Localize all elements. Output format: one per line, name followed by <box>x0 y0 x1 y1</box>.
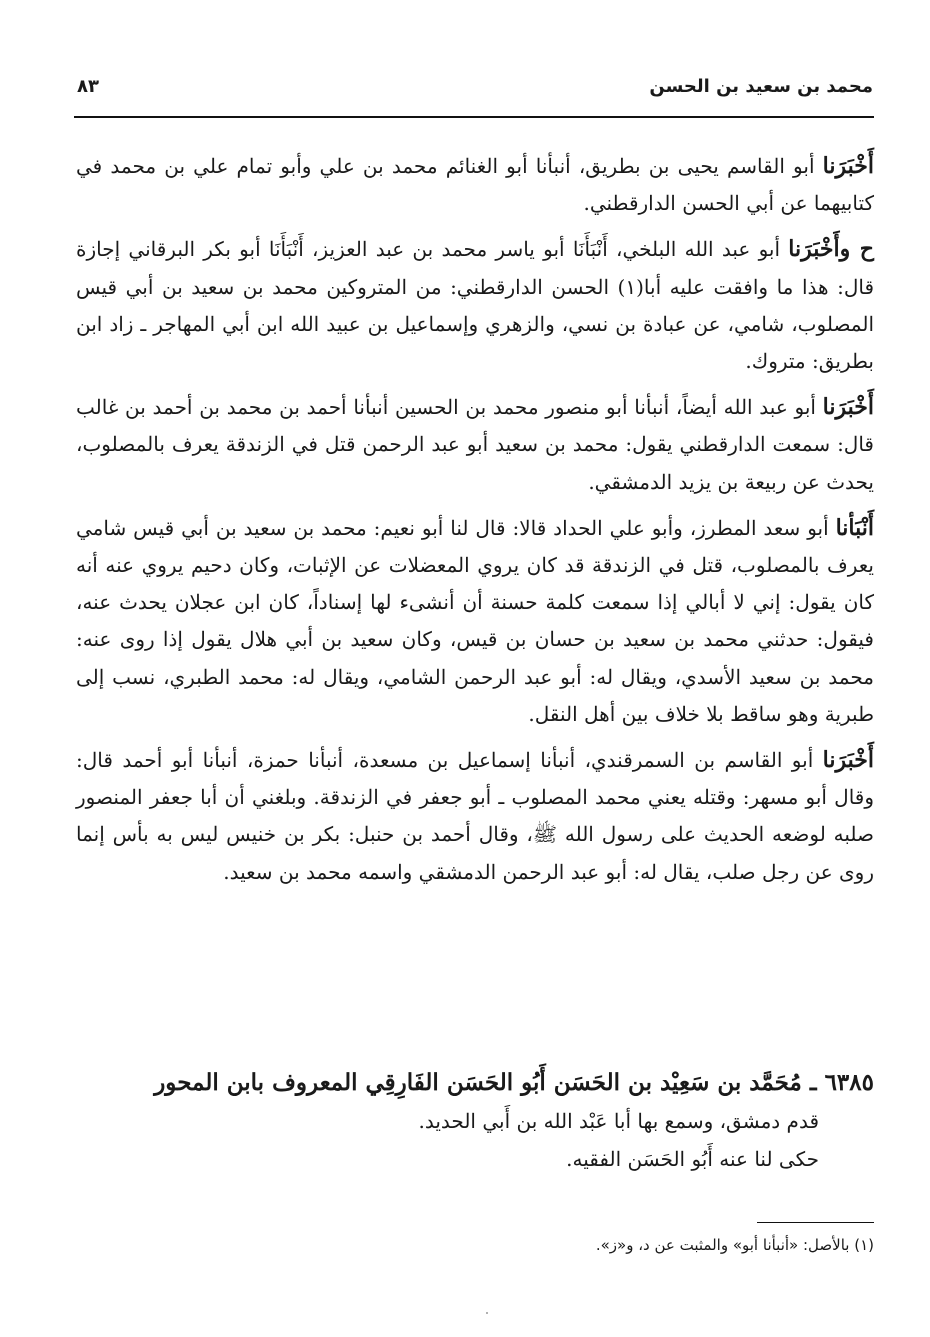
paragraph-text: أبو سعد المطرز، وأبو علي الحداد قالا: قال لنا أبو نعيم: محمد بن سعيد بن أبي قيس شامي يعرف بالمصلوب، قتل في الزندقة قد كان يروي المعضلات عن الإثبات، وكان دحيم يروي عنه أنه كان يقول: إني لا أبالي إذا سمعت كلمة حسنة أن أنشىء لها إسناداً، كان ابن عجلان يحدث عنه، فيقول: حدثني محمد بن سعيد بن حسان بن قيس، وكان سعيد بن أبي هلال يقول إذا روى عنه: محمد بن سعيد الأسدي، ويقال له: أبو عبد الرحمن الشامي، ويقال له: محمد الطبري، نسب إلى طبرية وهو ساقط بلا خلاف بين أهل النقل. <box>76 515 874 726</box>
chain-lead: أَخْبَرَنا <box>822 747 874 774</box>
footnote: (١) بالأصل: «أنبأنا أبو» والمثبت عن د، و«ز». <box>595 1236 874 1254</box>
page-speck <box>486 1312 488 1314</box>
entry-heading: ٦٣٨٥ ـ مُحَمَّد بن سَعِيْد بن الحَسَن أَبُو الحَسَن الفَارِقِي المعروف بابن المحور <box>154 1069 874 1096</box>
paragraph-text: أبو القاسم بن السمرقندي، أنبأنا إسماعيل بن مسعدة، أنبأنا حمزة، أنبأنا أبو أحمد قال: وقال أبو مسهر: وقتله يعني محمد المصلوب ـ أبو جعفر في الزندقة. وبلغني أن أبا جعفر المنصور صلبه لوضعه الحديث على رسول الله ﷺ، وقال أحمد بن حنبل: بكر بن خنيس ليس به بأس إنما روى عن رجل صلب، يقال له: أبو عبد الرحمن الدمشقي واسمه محمد بن سعيد. <box>76 748 874 884</box>
biography-entry <box>76 1064 874 1178</box>
paragraph-2 <box>76 231 874 380</box>
chain-lead: ح وأَخْبَرَنا <box>788 236 874 263</box>
paragraph-text: أبو القاسم يحيى بن بطريق، أنبأنا أبو الغنائم محمد بن علي وأبو تمام علي بن محمد في كتابيهما عن أبي الحسن الدارقطني. <box>76 154 874 216</box>
paragraph-text: أبو عبد الله البلخي، أَنْبَأَنَا أبو ياسر محمد بن عبد العزيز، أَنْبَأَنَا أبو بكر البرقاني إجازة قال: هذا ما وافقت عليه أبا(١) الحسن الدارقطني: من المتروكين محمد بن سعيد بن أبي قيس المصلوب، شامي، عن عبادة بن نسي، والزهري وإسماعيل بن عبيد الله ابن أبي المهاجر ـ زاد ابن بطريق: متروك. <box>76 237 875 374</box>
page-header <box>75 74 873 108</box>
chain-lead: أَخْبَرَنا <box>822 394 874 421</box>
header-divider <box>74 116 874 118</box>
entry-line-2: حكى لنا عنه أَبُو الحَسَن الفقيه. <box>566 1147 819 1171</box>
footnote-divider <box>757 1222 874 1223</box>
entry-line-1: قدم دمشق، وسمع بها أبا عَبْد الله بن أَبي الحديد. <box>418 1109 819 1133</box>
chain-lead: أَخْبَرَنا <box>822 153 874 179</box>
chain-lead: أَنْبَأنا <box>835 514 874 541</box>
page-number: ٨٣ <box>77 76 99 97</box>
paragraph-5 <box>76 742 874 891</box>
running-title: محمد بن سعيد بن الحسن <box>649 76 873 97</box>
paragraph-text: أبو عبد الله أيضاً، أنبأنا أبو منصور محمد بن الحسين أنبأنا أحمد بن محمد بن أحمد بن غالب قال: سمعت الدارقطني يقول: محمد بن سعيد أبو عبد الرحمن قتل في الزندقة يعرف بالمصلوب، يحدث عن ربيعة بن يزيد الدمشقي. <box>76 395 874 494</box>
paragraph-1 <box>76 148 874 222</box>
paragraph-3 <box>76 389 874 501</box>
paragraph-4 <box>76 510 874 733</box>
main-text <box>76 148 874 900</box>
